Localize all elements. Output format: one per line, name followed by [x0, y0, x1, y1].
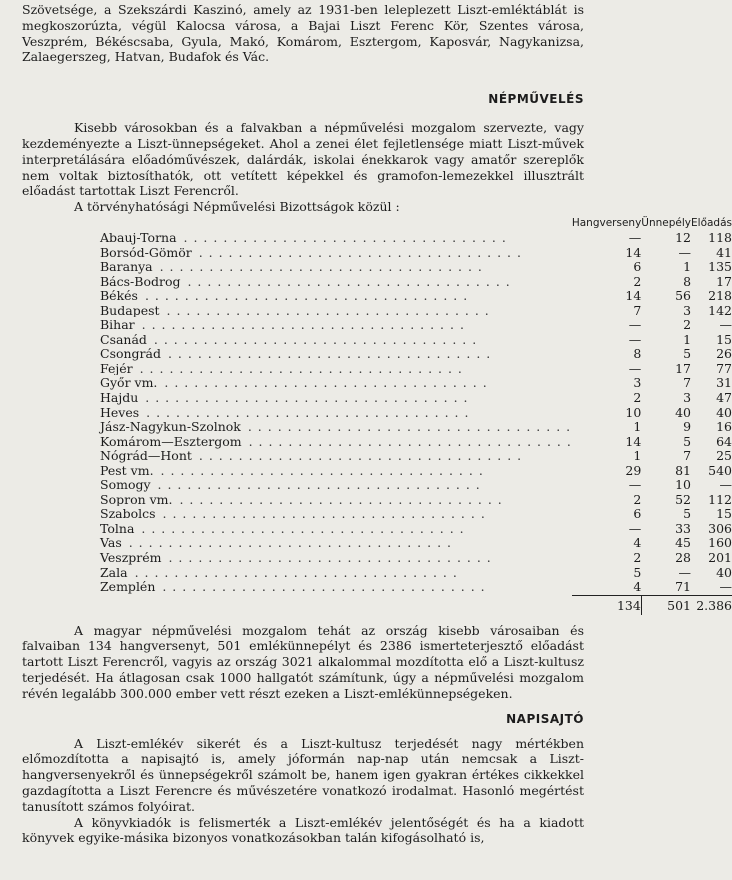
county-name-cell	[100, 275, 572, 290]
leader-dots: . . . . . . . . . . . . . . . . . . . . . . . . . . . . . . . . .	[123, 535, 452, 551]
county-name: Jász-Nagykun-Szolnok	[100, 419, 241, 435]
totals-spacer	[100, 595, 572, 615]
eloadas-cell: 26	[716, 346, 732, 362]
eloadas-cell: 160	[708, 535, 732, 551]
table-row	[100, 478, 732, 493]
table-row	[100, 289, 732, 304]
unnepely-cell: 3	[683, 302, 692, 318]
county-name: Somogy	[100, 477, 151, 493]
unnepely-cell: 33	[675, 520, 692, 536]
county-name: Zemplén	[100, 579, 156, 595]
unnepely-cell: 7	[683, 375, 692, 391]
total-eloadas: 2.386	[691, 595, 732, 615]
table-row	[100, 333, 732, 348]
unnepely-cell: 5	[683, 506, 692, 522]
county-name-cell	[100, 362, 572, 377]
unnepely-cell: 9	[683, 419, 692, 435]
document-page	[0, 2, 732, 880]
county-name: Komárom—Esztergom	[100, 433, 242, 449]
hangverseny-cell: —	[628, 520, 642, 536]
eloadas-cell: 135	[708, 259, 732, 275]
table-row	[100, 376, 732, 391]
top-paragraph: Szövetsége, a Szekszárdi Kaszinó, amely az 1931-ben leleplezett Liszt-emléktáblát is megkoszorúzta, végül Kalocsa városa, a Bajai Liszt Ferenc Kör, Szentes városa, Veszprém, Békéscsaba, Gyula, Makó, Komárom, Esztergom, Kaposvár, Nagykanizsa, Zalaegerszeg, Hatvan, Budafok és Vác.	[22, 2, 584, 65]
leader-dots: . . . . . . . . . . . . . . . . . . . . . . . . . . . . . . . . .	[134, 360, 463, 376]
section-heading-napisajto: NAPISAJTÓ	[506, 711, 584, 726]
eloadas-cell: 15	[716, 506, 732, 522]
table-row	[100, 536, 732, 551]
eloadas-cell: 142	[708, 302, 732, 318]
table-row	[100, 580, 732, 595]
county-name: Nógrád—Hont	[100, 448, 192, 464]
county-name-cell	[100, 522, 572, 537]
eloadas-cell: 201	[708, 550, 732, 565]
hangverseny-cell: 6	[633, 259, 642, 275]
county-name-cell	[100, 376, 572, 391]
county-name: Szabolcs	[100, 506, 156, 522]
county-name-cell	[100, 435, 572, 450]
eloadas-cell: 64	[716, 433, 732, 449]
leader-dots: . . . . . . . . . . . . . . . . . . . . . . . . . . . . . . . . .	[193, 244, 522, 260]
leader-dots: . . . . . . . . . . . . . . . . . . . . . . . . . . . . . . . . .	[136, 317, 465, 333]
leader-dots: . . . . . . . . . . . . . . . . . . . . . . . . . . . . . . . . .	[193, 448, 523, 464]
hangverseny-cell: 14	[625, 244, 642, 260]
hangverseny-cell: 29	[625, 462, 642, 478]
table-row	[100, 231, 732, 246]
table-row	[100, 449, 732, 464]
leader-dots: . . . . . . . . . . . . . . . . . . . . . . . . . . . . . . . . .	[157, 506, 486, 522]
county-name: Csanád	[100, 331, 147, 347]
hangverseny-cell: 7	[633, 302, 642, 318]
eloadas-cell: —	[719, 317, 732, 333]
header-hangverseny: Hangverseny	[571, 216, 642, 229]
hangverseny-cell: 4	[633, 535, 642, 551]
spacer	[22, 615, 584, 623]
total-unnepely: 501	[641, 595, 691, 615]
unnepely-cell: 71	[675, 579, 692, 595]
table-row	[100, 464, 732, 479]
county-name: Veszprém	[100, 550, 162, 565]
table-row	[100, 318, 732, 333]
table-row	[100, 522, 732, 537]
unnepely-cell: 52	[675, 491, 692, 507]
eloadas-cell: 16	[716, 419, 732, 435]
table-row	[100, 566, 732, 581]
eloadas-cell: 118	[708, 229, 732, 245]
leader-dots: . . . . . . . . . . . . . . . . . . . . . . . . . . . . . . . . .	[242, 419, 572, 435]
county-name-cell	[100, 391, 572, 406]
hangverseny-cell: —	[628, 360, 642, 376]
leader-dots: . . . . . . . . . . . . . . . . . . . . . . . . . . . . . . . . .	[148, 331, 478, 347]
hangverseny-cell: 10	[625, 404, 642, 420]
total-hangverseny: 134	[572, 595, 641, 615]
nepmuveles-paragraph: Kisebb városokban és a falvakban a népművelési mozgalom szervezte, vagy kezdeményezte a Liszt-ünnepségeket. Ahol a zenei élet fejletlensége miatt Liszt-művek interpretálására előadóművészek, dalárdák, iskolai énekkarok vagy amatőr szereplők nem voltak biztosíthatók, ott vetített képekkel és gramofon-lemezekkel illusztrált előadást tartottak Liszt Ferencről.	[22, 120, 584, 199]
county-name-cell	[100, 551, 572, 566]
leader-dots: . . . . . . . . . . . . . . . . . . . . . . . . . . . . . . . . .	[174, 491, 503, 507]
eloadas-cell: 25	[716, 448, 732, 464]
county-name: Csongrád	[100, 346, 161, 362]
eloadas-cell: 40	[716, 564, 732, 580]
county-name-cell	[100, 231, 572, 246]
leader-dots: . . . . . . . . . . . . . . . . . . . . . . . . . . . . . . . . .	[159, 375, 488, 391]
table-row	[100, 391, 732, 406]
eloadas-cell: 47	[716, 389, 732, 405]
table-body	[100, 231, 732, 615]
leader-dots: . . . . . . . . . . . . . . . . . . . . . . . . . . . . . . . . .	[152, 477, 481, 493]
leader-dots: . . . . . . . . . . . . . . . . . . . . . . . . . . . . . . . . .	[155, 462, 484, 478]
leader-dots: . . . . . . . . . . . . . . . . . . . . . . . . . . . . . . . . .	[139, 288, 469, 304]
hangverseny-cell: —	[628, 331, 642, 347]
leader-dots: . . . . . . . . . . . . . . . . . . . . . . . . . . . . . . . . .	[243, 433, 572, 449]
napisajto-paragraph-2: A könyvkiadók is felismerték a Liszt-emlékév jelentőségét és ha a kiadott könyvek egyike-másika bizonyos vonatkozásokban talán kifogásolható is,	[22, 814, 584, 846]
eloadas-cell: 77	[716, 360, 732, 376]
napisajto-paragraph-1: A Liszt-emlékév sikerét és a Liszt-kultusz terjedését nagy mértékben előmozdította a napisajtó is, amely jóformán nap-nap után nemcsak a Liszt-hangversenyekről és ünnepségekről számolt be, hanem igen gyakran értékes cikkekkel gazdagította a Liszt Ferencre és művészetére vonatkozó irodalmat. Hasonló megértést tanusított számos folyóirat.	[22, 735, 584, 814]
leader-dots: . . . . . . . . . . . . . . . . . . . . . . . . . . . . . . . . .	[157, 579, 486, 595]
county-name: Heves	[100, 404, 140, 420]
leader-dots: . . . . . . . . . . . . . . . . . . . . . . . . . . . . . . . . .	[129, 564, 458, 580]
leader-dots: . . . . . . . . . . . . . . . . . . . . . . . . . . . . . . . . .	[178, 229, 507, 245]
table-row	[100, 362, 732, 377]
header-unnepely: Ünnepély	[641, 216, 692, 229]
header-eloadas: Előadás	[691, 216, 732, 229]
county-name: Hajdu	[100, 389, 139, 405]
county-name: Abauj-Torna	[100, 229, 177, 245]
leader-dots: . . . . . . . . . . . . . . . . . . . . . . . . . . . . . . . . .	[136, 520, 465, 536]
county-name-cell	[100, 347, 572, 362]
hangverseny-cell: 3	[633, 375, 642, 391]
county-name-cell	[100, 318, 572, 333]
unnepely-cell: 5	[683, 346, 692, 362]
county-name-cell	[100, 507, 572, 522]
county-name: Fejér	[100, 360, 133, 376]
county-name-cell	[100, 449, 572, 464]
county-name-cell	[100, 333, 572, 348]
leader-dots: . . . . . . . . . . . . . . . . . . . . . . . . . . . . . . . . .	[161, 302, 490, 318]
leader-dots: . . . . . . . . . . . . . . . . . . . . . . . . . . . . . . . . .	[182, 273, 511, 289]
totals-row	[100, 595, 732, 615]
hangverseny-cell: 2	[633, 550, 642, 565]
eloadas-cell: 112	[708, 491, 732, 507]
hangverseny-cell: 2	[633, 273, 642, 289]
leader-dots: . . . . . . . . . . . . . . . . . . . . . . . . . . . . . . . . .	[163, 346, 492, 362]
unnepely-cell: 12	[675, 229, 692, 245]
county-name: Tolna	[100, 520, 135, 536]
unnepely-cell: 7	[683, 448, 692, 464]
county-name: Vas	[100, 535, 122, 551]
county-name-cell	[100, 493, 572, 508]
hangverseny-cell: 1	[633, 419, 642, 435]
county-name: Pest vm.	[100, 462, 154, 478]
hangverseny-cell: 8	[633, 346, 642, 362]
leader-dots: . . . . . . . . . . . . . . . . . . . . . . . . . . . . . . . . .	[163, 550, 492, 565]
hangverseny-cell: 5	[633, 564, 642, 580]
table-row	[100, 406, 732, 421]
table-header-row	[100, 215, 732, 231]
statistics-table	[100, 215, 732, 615]
leader-dots: . . . . . . . . . . . . . . . . . . . . . . . . . . . . . . . . .	[154, 259, 483, 275]
hangverseny-cell: 6	[633, 506, 642, 522]
table-row	[100, 347, 732, 362]
table-row	[100, 304, 732, 319]
after-table-paragraph: A magyar népművelési mozgalom tehát az ország kisebb városaiban és falvaiban 134 hangversenyt, 501 emlékünnepélyt és 2386 ismerteterjesztő előadást tartott Liszt Ferencről, vagyis az ország 3021 alkalommal mozdította elő a Liszt-kultusz terjedését. Ha átlagosan csak 1000 hallgatót számítunk, úgy a népművelési mozgalom révén legalább 300.000 ember vett részt ezeken a Liszt-emlékünnepségeken.	[22, 622, 584, 701]
unnepely-cell: 1	[683, 331, 692, 347]
county-name: Borsód-Gömör	[100, 244, 192, 260]
unnepely-cell: 28	[675, 550, 692, 565]
leader-dots: . . . . . . . . . . . . . . . . . . . . . . . . . . . . . . . . .	[140, 389, 469, 405]
eloadas-cell: —	[719, 477, 732, 493]
county-name: Sopron vm.	[100, 491, 173, 507]
county-name-cell	[100, 566, 572, 581]
unnepely-cell: —	[678, 564, 692, 580]
unnepely-cell: 17	[675, 360, 692, 376]
unnepely-cell: 45	[675, 535, 692, 551]
table-row	[100, 551, 732, 566]
county-name-cell	[100, 464, 572, 479]
hangverseny-cell: —	[628, 317, 642, 333]
eloadas-cell: 40	[716, 404, 732, 420]
unnepely-cell: 10	[675, 477, 692, 493]
eloadas-cell: 17	[716, 273, 732, 289]
county-name: Budapest	[100, 302, 160, 318]
county-name-cell	[100, 580, 572, 595]
table-row	[100, 507, 732, 522]
unnepely-cell: 40	[675, 404, 692, 420]
hangverseny-cell: 2	[633, 491, 642, 507]
unnepely-cell: 56	[675, 288, 692, 304]
county-name-cell	[100, 478, 572, 493]
eloadas-cell: —	[719, 579, 732, 595]
hangverseny-cell: 4	[633, 579, 642, 595]
unnepely-cell: 2	[683, 317, 692, 333]
unnepely-cell: 3	[683, 389, 692, 405]
eloadas-cell: 15	[716, 331, 732, 347]
unnepely-cell: 5	[683, 433, 692, 449]
table-row	[100, 260, 732, 275]
unnepely-cell: —	[678, 244, 692, 260]
table-row	[100, 435, 732, 450]
eloadas-cell: 31	[716, 375, 732, 391]
section-heading-nepmuveles: NÉPMŰVELÉS	[488, 92, 584, 107]
table-intro: A törvényhatósági Népművelési Bizottságok közül :	[74, 199, 400, 215]
hangverseny-cell: —	[628, 229, 642, 245]
eloadas-cell: 306	[708, 520, 732, 536]
unnepely-cell: 8	[683, 273, 692, 289]
hangverseny-cell: 14	[625, 288, 642, 304]
leader-dots: . . . . . . . . . . . . . . . . . . . . . . . . . . . . . . . . .	[141, 404, 470, 420]
hangverseny-cell: —	[628, 477, 642, 493]
table-row	[100, 275, 732, 290]
hangverseny-cell: 1	[633, 448, 642, 464]
county-name-cell	[100, 260, 572, 275]
county-name-cell	[100, 536, 572, 551]
unnepely-cell: 1	[683, 259, 692, 275]
table-row	[100, 493, 732, 508]
county-name-cell	[100, 304, 572, 319]
county-name-cell	[100, 289, 572, 304]
county-name-cell	[100, 246, 572, 261]
county-name: Győr vm.	[100, 375, 158, 391]
county-name: Békés	[100, 288, 138, 304]
eloadas-cell: 41	[716, 244, 732, 260]
county-name-cell	[100, 406, 572, 421]
eloadas-cell: 540	[708, 462, 732, 478]
county-name: Bács-Bodrog	[100, 273, 181, 289]
county-name: Baranya	[100, 259, 153, 275]
eloadas-cell: 218	[708, 288, 732, 304]
header-spacer	[100, 215, 572, 231]
county-name-cell	[100, 420, 572, 435]
table-row	[100, 420, 732, 435]
unnepely-cell: 81	[675, 462, 692, 478]
hangverseny-cell: 14	[625, 433, 642, 449]
county-name: Zala	[100, 564, 128, 580]
table-row	[100, 246, 732, 261]
hangverseny-cell: 2	[633, 389, 642, 405]
county-name: Bihar	[100, 317, 135, 333]
